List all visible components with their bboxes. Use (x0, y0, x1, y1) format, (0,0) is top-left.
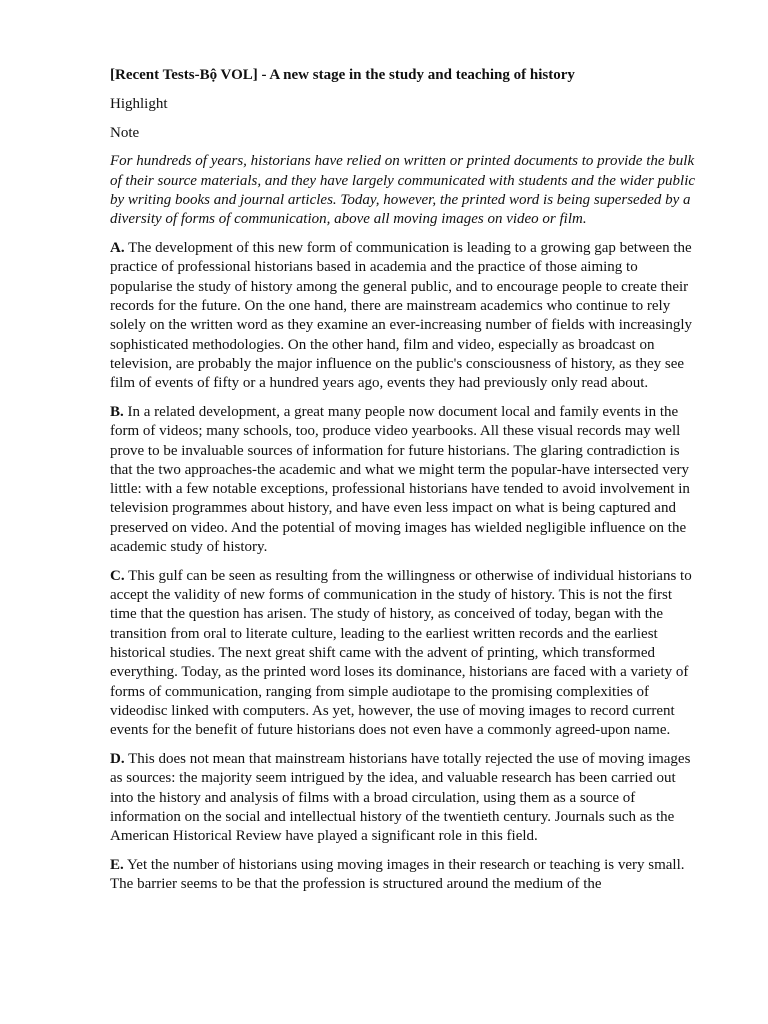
paragraph-text: The development of this new form of communication is leading to a growing gap between the practice of professional historians based in academia and the practice of those aiming to popularise the study of history among the general public, and to encourage people to create their records for the future. On the one hand, there are mainstream academics who continue to rely solely on the written word as they examine an ever-increasing number of fields with increasingly sophisticated methodologies. On the other hand, film and video, especially as broadcast on television, are probably the major influence on the public's consciousness of history, as they see film of events of fifty or a hundred years ago, events they had previously only read about. (110, 240, 693, 392)
page-title: [Recent Tests-Bộ VOL] - A new stage in the study and teaching of history (110, 67, 575, 83)
paragraph-b (110, 403, 696, 557)
paragraph-text: Yet the number of historians using moving images in their research or teaching is very small. The barrier seems to be that the profession is structured around the medium of the (110, 856, 685, 893)
paragraph-c (110, 567, 696, 741)
note-button[interactable]: Note (110, 124, 140, 141)
paragraph-a (110, 239, 696, 393)
paragraph-letter: D. (110, 751, 125, 767)
paragraph-text: This gulf can be seen as resulting from the willingness or otherwise of individual historians to accept the validity of new forms of communication in the study of history. This is not the first time that the question has arisen. The study of history, as conceived of today, began with the transition from oral to literate culture, leading to the earliest written records and the earliest historical studies. The next great shift came with the advent of printing, which transformed everything. Today, as the printed word loses its dominance, historians are faced with a variety of forms of communication, ranging from simple audiotape to the promising complexities of videodisc linked with computers. As yet, however, the use of moving images to record current events for the benefit of future historians does not even have a commonly agreed-upon name. (110, 567, 692, 739)
paragraph-e (110, 856, 696, 895)
intro-paragraph: For hundreds of years, historians have relied on written or printed documents to provide the bulk of their source materials, and they have largely communicated with students and the wider public by writing books and journal articles. Today, however, the printed word is being superseded by a diversity of forms of communication, above all moving images on video or film. (110, 153, 696, 228)
paragraph-letter: E. (110, 856, 124, 873)
paragraph-letter: A. (110, 240, 125, 257)
paragraph-text: In a related development, a great many people now document local and family events in the form of videos; many schools, too, produce video yearbooks. All these visual records may well prove to be invaluable sources of information for future historians. The glaring contradiction is that the two approaches-the academic and what we might term the popular-have intersected very little: with a few notable exceptions, professional historians have tended to avoid involvement in television programmes about history, and have even less impact on what is being captured and preserved on video. And the potential of moving images has wielded negligible influence on the academic study of history. (110, 403, 690, 556)
highlight-button[interactable]: Highlight (110, 95, 168, 112)
paragraph-d (110, 750, 696, 846)
document-body (110, 66, 696, 904)
paragraph-text: This does not mean that mainstream historians have totally rejected the use of moving images as sources: the majority seem intrigued by the idea, and valuable research has been carried out into the history and analysis of films with a broad circulation, using them as a source of information on the social and intellectual history of the twentieth century. Journals such as the American Historical Review have played a significant role in this field. (110, 751, 691, 845)
paragraph-letter: B. (110, 403, 124, 420)
paragraph-letter: C. (110, 567, 125, 584)
